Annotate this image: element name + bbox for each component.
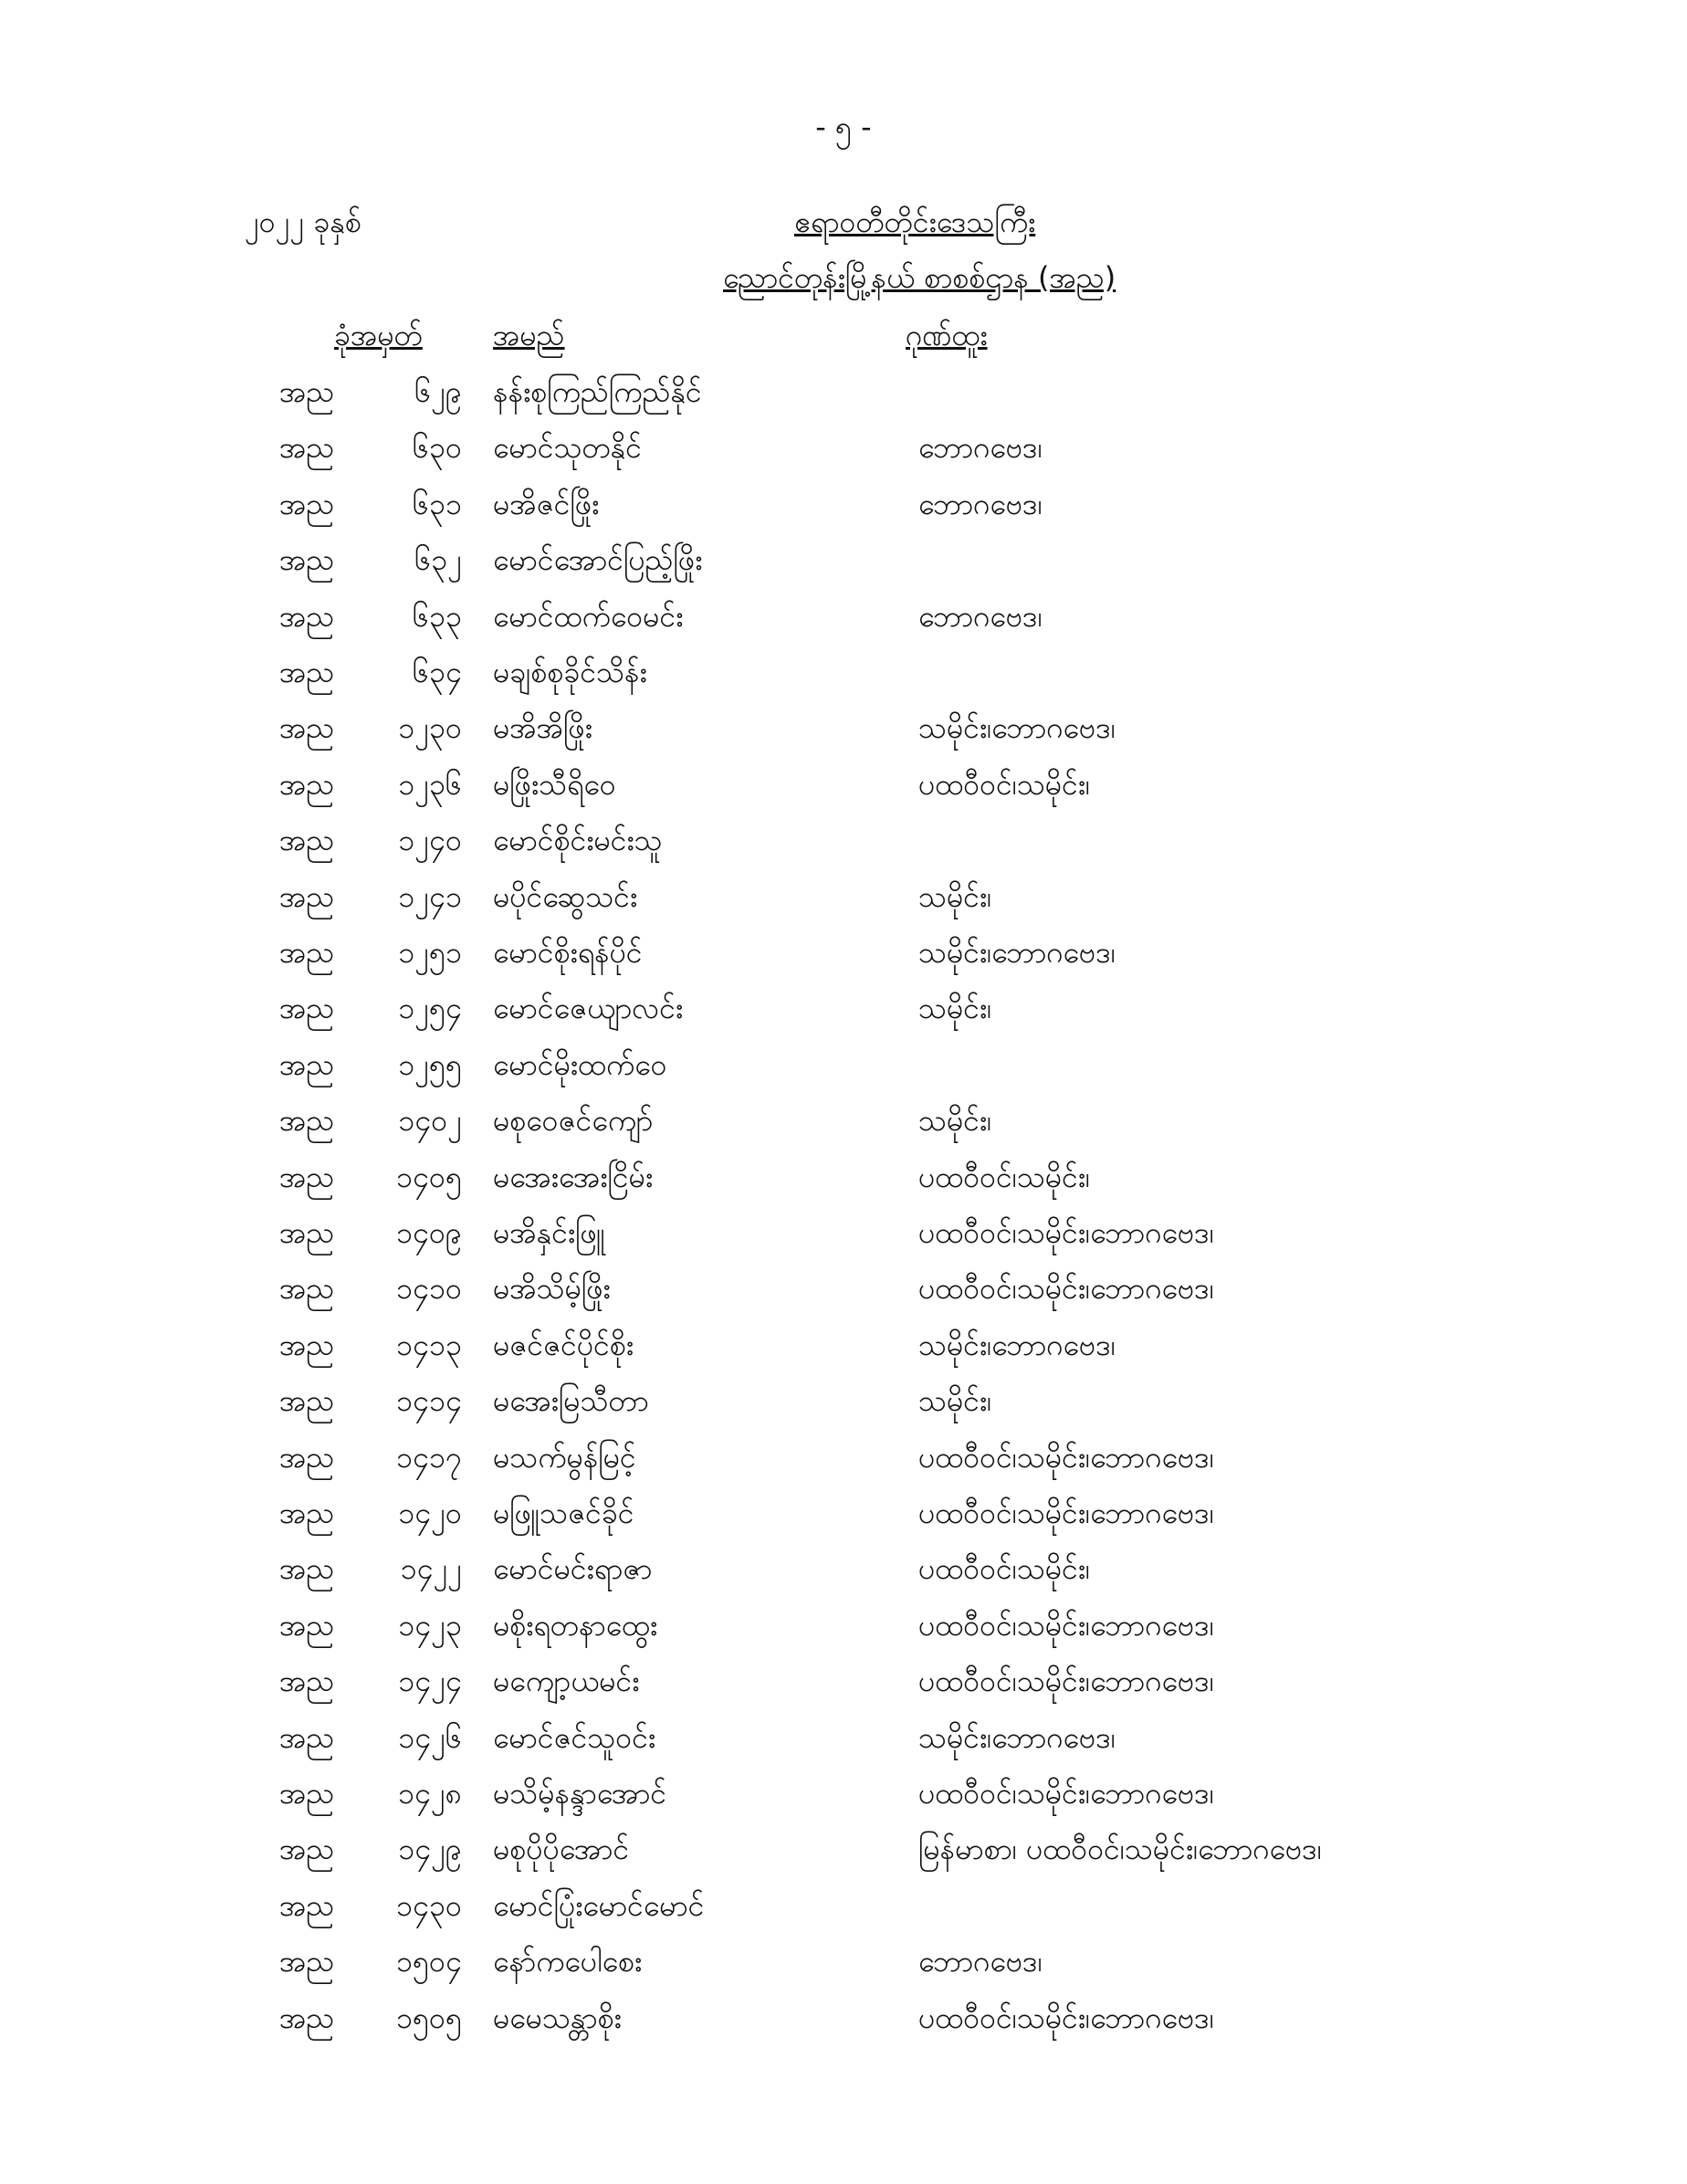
distinction-subjects: သမိုင်း၊ဘောဂဗေဒ၊	[918, 935, 1116, 970]
table-row	[0, 1326, 1687, 1382]
table-row	[0, 1213, 1687, 1270]
distinction-subjects: ပထဝီဝင်၊သမိုင်း၊ဘောဂဗေဒ၊	[918, 1776, 1214, 1811]
distinction-subjects: သမိုင်း၊	[918, 878, 992, 914]
roll-number: ၁၄၂၈	[398, 1776, 462, 1811]
table-row	[0, 1999, 1687, 2055]
distinction-subjects: သမိုင်း၊	[918, 991, 992, 1026]
table-row	[0, 597, 1687, 654]
table-row	[0, 373, 1687, 429]
roll-prefix: အည	[279, 991, 335, 1026]
roll-prefix: အည	[279, 1832, 335, 1867]
student-name: မောင်မင်းရာဇာ	[493, 1551, 653, 1587]
table-row	[0, 1494, 1687, 1550]
roll-prefix: အည	[279, 710, 335, 746]
distinction-subjects: သမိုင်း၊	[918, 1383, 992, 1419]
student-name: မောင်ပြုံးမောင်မောင်	[493, 1887, 705, 1923]
table-row	[0, 1045, 1687, 1102]
roll-prefix: အည	[279, 1887, 335, 1923]
distinction-subjects: ပထဝီဝင်၊သမိုင်း၊	[918, 766, 1091, 802]
roll-prefix: အည	[279, 1103, 335, 1139]
distinction-subjects: ဘောဂဗေဒ၊	[918, 430, 1043, 466]
distinction-subjects: ပထဝီဝင်၊သမိုင်း၊ဘောဂဗေဒ၊	[918, 1607, 1214, 1643]
page-number: - ၅ -	[815, 110, 872, 144]
student-name: မကျော့ယမင်း	[493, 1664, 640, 1699]
roll-number: ၆၂၉	[414, 374, 462, 409]
roll-number: ၁၅၀၄	[396, 1944, 462, 1979]
roll-prefix: အည	[279, 1776, 335, 1811]
roll-prefix: အည	[279, 542, 335, 578]
roll-prefix: အည	[279, 1607, 335, 1643]
roll-prefix: အည	[279, 1944, 335, 1979]
table-row	[0, 1549, 1687, 1606]
table-row	[0, 709, 1687, 765]
table-row	[0, 1830, 1687, 1886]
roll-number: ၆၃၁	[413, 486, 462, 521]
student-name: မောင်ဇေယျာလင်း	[493, 991, 684, 1026]
roll-number: ၁၂၅၅	[398, 1046, 462, 1082]
distinction-subjects: သမိုင်း၊ဘောဂဗေဒ၊	[918, 1327, 1116, 1362]
table-row	[0, 1158, 1687, 1214]
roll-number: ၆၃၄	[413, 655, 462, 689]
distinction-subjects: ပထဝီဝင်၊သမိုင်း၊ဘောဂဗေဒ၊	[918, 1439, 1214, 1475]
student-name: မသက်မွန်မြင့်	[493, 1439, 636, 1475]
roll-number: ၁၄၀၅	[396, 1159, 462, 1194]
roll-number: ၆၃၂	[414, 542, 462, 578]
roll-prefix: အည	[279, 878, 335, 914]
roll-number: ၁၄၃၀	[396, 1887, 462, 1923]
roll-number: ၁၄၂၆	[398, 1719, 462, 1755]
roll-number: ၁၄၁၇	[396, 1439, 462, 1475]
roll-prefix: အည	[279, 374, 335, 409]
student-name: မသိမ့်နန္ဒာအောင်	[493, 1776, 667, 1811]
student-name: မဇင်ဇင်ပိုင်စိုး	[493, 1327, 634, 1362]
roll-number: ၆၃၃	[413, 598, 462, 634]
student-name: မအေးအေးငြိမ်း	[493, 1159, 654, 1194]
table-row	[0, 989, 1687, 1045]
roll-number: ၁၄၂၄	[398, 1664, 462, 1699]
student-name: မအေးမြသီတာ	[493, 1383, 649, 1419]
distinction-subjects: ပထဝီဝင်၊သမိုင်း၊ဘောဂဗေဒ၊	[918, 2000, 1214, 2035]
distinction-subjects: ပထဝီဝင်၊သမိုင်း၊ဘောဂဗေဒ၊	[918, 1215, 1214, 1250]
student-name: မောင်စိုးရန်ပိုင်	[493, 935, 643, 970]
document-title: ဧရာဝတီတိုင်းဒေသကြီး	[794, 205, 1036, 239]
table-row	[0, 1942, 1687, 1999]
table-row	[0, 428, 1687, 485]
roll-prefix: အည	[279, 655, 335, 689]
table-row	[0, 877, 1687, 934]
roll-number: ၁၅၀၅	[396, 2000, 462, 2035]
student-name: မောင်ထက်ဝေမင်း	[493, 598, 684, 634]
distinction-subjects: ဘောဂဗေဒ၊	[918, 486, 1043, 521]
roll-number: ၁၄၂၀	[398, 1496, 462, 1530]
roll-number: ၁၂၅၁	[398, 935, 462, 970]
roll-prefix: အည	[279, 1327, 335, 1362]
distinction-subjects: မြန်မာစာ၊ ပထဝီဝင်၊သမိုင်း၊ဘောဂဗေဒ၊	[918, 1832, 1322, 1867]
roll-number: ၁၄၂၃	[398, 1607, 462, 1643]
roll-prefix: အည	[279, 1496, 335, 1530]
student-name: မဖြူသဇင်ခိုင်	[493, 1496, 634, 1530]
student-name: မောင်မိုးထက်ဝေ	[493, 1046, 667, 1082]
roll-number: ၁၂၄၁	[398, 878, 462, 914]
student-name: မဖြိုးသီရိဝေ	[493, 766, 616, 802]
roll-prefix: အည	[279, 1664, 335, 1699]
roll-number: ၁၄၀၉	[396, 1215, 462, 1250]
roll-prefix: အည	[279, 486, 335, 521]
roll-number: ၁၂၅၄	[398, 991, 462, 1026]
roll-number: ၁၂၄၀	[398, 823, 462, 858]
student-name: မအိနှင်းဖြူ	[493, 1215, 605, 1250]
student-name: မအိဇင်ဖြိုး	[493, 486, 600, 521]
distinction-subjects: သမိုင်း၊	[918, 1103, 992, 1139]
roll-number: ၁၂၃၆	[398, 766, 462, 802]
roll-number: ၁၄၀၂	[398, 1103, 462, 1139]
student-name: မမေသန္တာစိုး	[493, 2000, 622, 2035]
student-name: မအိသိမ့်ဖြိုး	[493, 1271, 611, 1307]
roll-number: ၆၃၀	[413, 430, 462, 466]
table-row	[0, 1381, 1687, 1438]
student-name: မအိအိဖြိုး	[493, 710, 592, 746]
roll-prefix: အည	[279, 1719, 335, 1755]
student-name: နန်းစုကြည်ကြည်နိုင်	[493, 374, 702, 409]
table-row	[0, 653, 1687, 709]
table-row	[0, 541, 1687, 597]
distinction-subjects: ပထဝီဝင်၊သမိုင်း၊ဘောဂဗေဒ၊	[918, 1271, 1214, 1307]
roll-number: ၁၄၁၄	[396, 1383, 462, 1419]
roll-number: ၁၄၁၀	[396, 1271, 462, 1307]
document-subtitle: ညောင်တုန်းမြို့နယ် စာစစ်ဌာန (အည)	[723, 260, 1116, 295]
roll-prefix: အည	[279, 766, 335, 802]
table-row	[0, 1438, 1687, 1495]
roll-prefix: အည	[279, 598, 335, 634]
roll-prefix: အည	[279, 1046, 335, 1082]
roll-number: ၁၄၂၂	[400, 1551, 462, 1587]
student-name: မစုပိုပိုအောင်	[493, 1832, 630, 1867]
distinction-subjects: ပထဝီဝင်၊သမိုင်း၊ဘောဂဗေဒ၊	[918, 1496, 1214, 1530]
student-name: မစုဝေဇင်ကျော်	[493, 1103, 654, 1139]
roll-prefix: အည	[279, 1215, 335, 1250]
distinction-subjects: သမိုင်း၊ဘောဂဗေဒ၊	[918, 1719, 1116, 1755]
column-header-name: အမည်	[493, 318, 565, 352]
distinction-subjects: ဘောဂဗေဒ၊	[918, 1944, 1043, 1979]
roll-prefix: အည	[279, 1383, 335, 1419]
student-name: မပိုင်ဆွေသင်း	[493, 878, 638, 914]
student-name: မစိုးရတနာထွေး	[493, 1607, 658, 1643]
roll-prefix: အည	[279, 1271, 335, 1307]
roll-prefix: အည	[279, 430, 335, 466]
distinction-subjects: ပထဝီဝင်၊သမိုင်း၊ဘောဂဗေဒ၊	[918, 1664, 1214, 1699]
distinction-subjects: ပထဝီဝင်၊သမိုင်း၊	[918, 1551, 1091, 1587]
column-header-roll-number: ခုံအမှတ်	[334, 318, 423, 352]
table-row	[0, 1774, 1687, 1831]
roll-prefix: အည	[279, 823, 335, 858]
roll-number: ၁၄၁၃	[396, 1327, 462, 1362]
roll-prefix: အည	[279, 935, 335, 970]
table-row	[0, 821, 1687, 877]
table-row	[0, 1886, 1687, 1943]
distinction-subjects: သမိုင်း၊ဘောဂဗေဒ၊	[918, 710, 1116, 746]
distinction-subjects: ပထဝီဝင်၊သမိုင်း၊	[918, 1159, 1091, 1194]
distinction-subjects: ဘောဂဗေဒ၊	[918, 598, 1043, 634]
student-name: မောင်အောင်ပြည့်ဖြိုး	[493, 542, 703, 578]
student-name: မောင်ဇင်သူဝင်း	[493, 1719, 656, 1755]
column-header-distinction: ဂုဏ်ထူး	[906, 318, 988, 352]
table-row	[0, 1718, 1687, 1775]
table-row	[0, 1606, 1687, 1663]
student-name: မချစ်စုခိုင်သိန်း	[493, 655, 647, 689]
table-row	[0, 765, 1687, 822]
roll-prefix: အည	[279, 1551, 335, 1587]
student-name: နော်ကပေါစေး	[493, 1944, 643, 1979]
table-row	[0, 1269, 1687, 1326]
table-row	[0, 1101, 1687, 1158]
roll-number: ၁၄၂၉	[398, 1832, 462, 1867]
student-name: မောင်စိုင်းမင်းသူ	[493, 823, 663, 858]
roll-prefix: အည	[279, 1159, 335, 1194]
table-row	[0, 933, 1687, 990]
table-row	[0, 485, 1687, 541]
student-name: မောင်သုတနိုင်	[493, 430, 642, 466]
roll-prefix: အည	[279, 2000, 335, 2035]
exam-year: ၂၀၂၂ ခုနှစ်	[245, 205, 362, 239]
table-row	[0, 1662, 1687, 1718]
roll-prefix: အည	[279, 1439, 335, 1475]
roll-number: ၁၂၃၀	[398, 710, 462, 746]
